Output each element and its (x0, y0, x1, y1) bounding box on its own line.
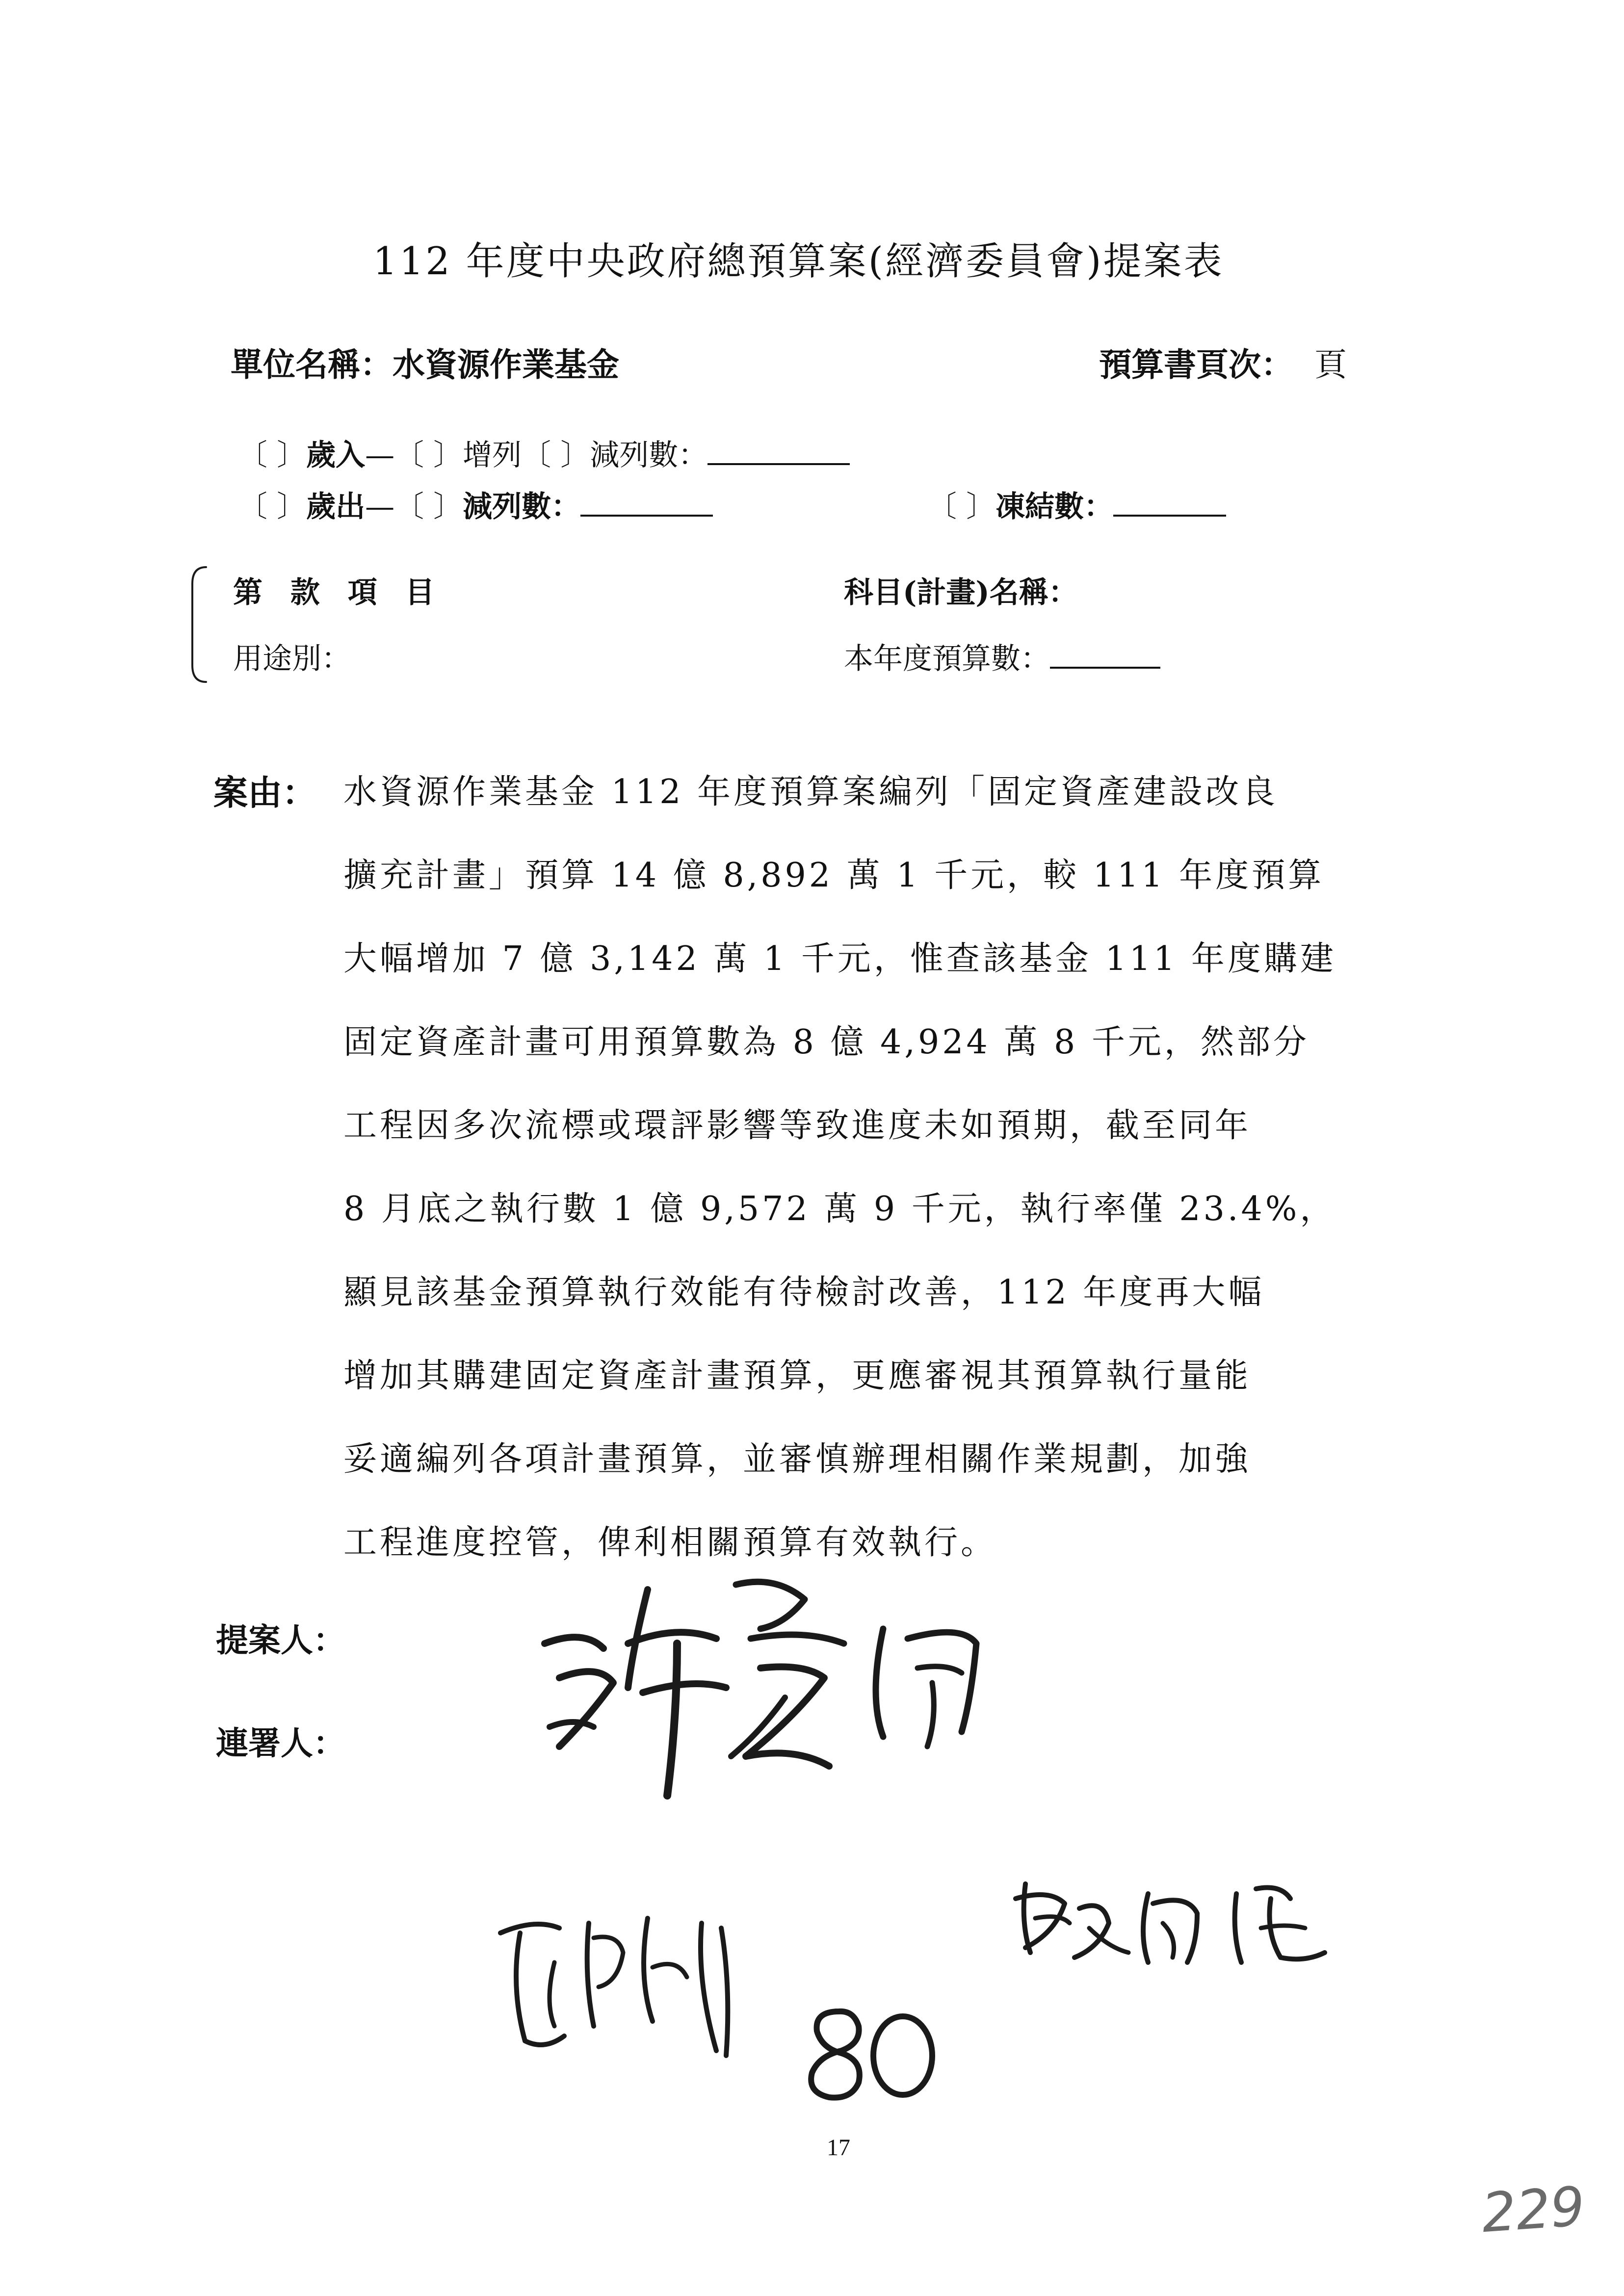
subject-label-row (844, 569, 1078, 611)
revenue-row (238, 432, 850, 474)
expense-checkbox: 〔 〕 (238, 490, 307, 524)
subject-label: 科目(計畫)名稱： (844, 575, 1078, 610)
case-label: 案由： (213, 772, 316, 813)
case-line-4: 固定資產計畫可用預算數為 8 億 4,924 萬 8 千元，然部分 (343, 1023, 1310, 1062)
increase-label: 增列 (463, 438, 522, 472)
freeze-row (927, 483, 1226, 525)
case-line-9: 妥適編列各項計畫預算，並審慎辦理相關作業規劃，加強 (343, 1440, 1252, 1479)
expense-dash: — (365, 490, 395, 524)
unit-name-row (231, 339, 619, 385)
revenue-decrease-label: 減列數： (590, 438, 708, 472)
case-line-3: 大幅增加 7 億 3,142 萬 1 千元，惟查該基金 111 年度購建 (343, 939, 1336, 978)
budget-amount-blank (1050, 638, 1160, 669)
freeze-label: 凍結數： (995, 490, 1114, 524)
item-label: 第 款 項 目 (233, 575, 444, 610)
handwritten-number-text: 80 (868, 2051, 881, 2063)
revenue-kind-label: 歲入 (306, 438, 366, 472)
freeze-blank (1113, 486, 1226, 517)
expense-kind-label: 歲出 (306, 490, 366, 524)
unit-name-label: 單位名稱： (231, 345, 393, 384)
unit-name-value: 水資源作業基金 (393, 345, 619, 384)
case-line-10: 工程進度控管，俾利相關預算有效執行。 (343, 1523, 997, 1562)
expense-row (238, 483, 713, 525)
case-line-8: 增加其購建固定資產計畫預算，更應審視其預算執行量能 (343, 1357, 1252, 1395)
cosigner-label: 連署人： (216, 1724, 345, 1762)
expense-decrease-blank (580, 486, 713, 517)
use-label: 用途別： (233, 642, 351, 676)
handwritten-number (795, 2002, 942, 2105)
corner-number: 229 (1479, 2174, 1587, 2245)
proposer-label: 提案人： (216, 1621, 345, 1659)
budget-page-unit: 頁 (1314, 346, 1347, 384)
expense-decrease-label: 減列數： (463, 490, 581, 524)
expense-decrease-checkbox: 〔 〕 (394, 490, 463, 524)
budget-page-label: 預算書頁次： (1099, 345, 1293, 384)
revenue-checkbox: 〔 〕 (238, 438, 307, 472)
case-line-6: 8 月底之執行數 1 億 9,572 萬 9 千元，執行率僅 23.4%， (343, 1190, 1336, 1228)
budget-page-ref (1099, 339, 1347, 385)
case-line-2: 擴充計畫」預算 14 億 8,892 萬 1 千元，較 111 年度預算 (343, 856, 1325, 895)
case-line-7: 顯見該基金預算執行效能有待檢討改善，112 年度再大幅 (343, 1273, 1265, 1312)
use-label-row (233, 635, 351, 678)
proposer-signature (530, 1570, 1001, 1800)
decrease-checkbox: 〔 〕 (522, 438, 590, 472)
case-line-1: 水資源作業基金 112 年度預算案編列「固定資產建設改良 (343, 773, 1279, 811)
left-brace-icon (186, 564, 216, 687)
budget-amount-label: 本年度預算數： (844, 642, 1050, 676)
freeze-checkbox: 〔 〕 (927, 490, 996, 524)
document-title: 112 年度中央政府總預算案(經濟委員會)提案表 (373, 239, 1224, 284)
cosigner-signature-1 (491, 1904, 746, 2065)
budget-amount-row (844, 635, 1160, 678)
revenue-dash: — (365, 438, 395, 472)
item-label-row (233, 569, 444, 611)
page-number: 17 (827, 2135, 850, 2161)
increase-checkbox: 〔 〕 (394, 438, 463, 472)
cosigner-signature-2 (1006, 1864, 1339, 1977)
case-line-5: 工程因多次流標或環評影響等致進度未如預期，截至同年 (343, 1106, 1252, 1145)
revenue-decrease-blank (707, 435, 850, 465)
